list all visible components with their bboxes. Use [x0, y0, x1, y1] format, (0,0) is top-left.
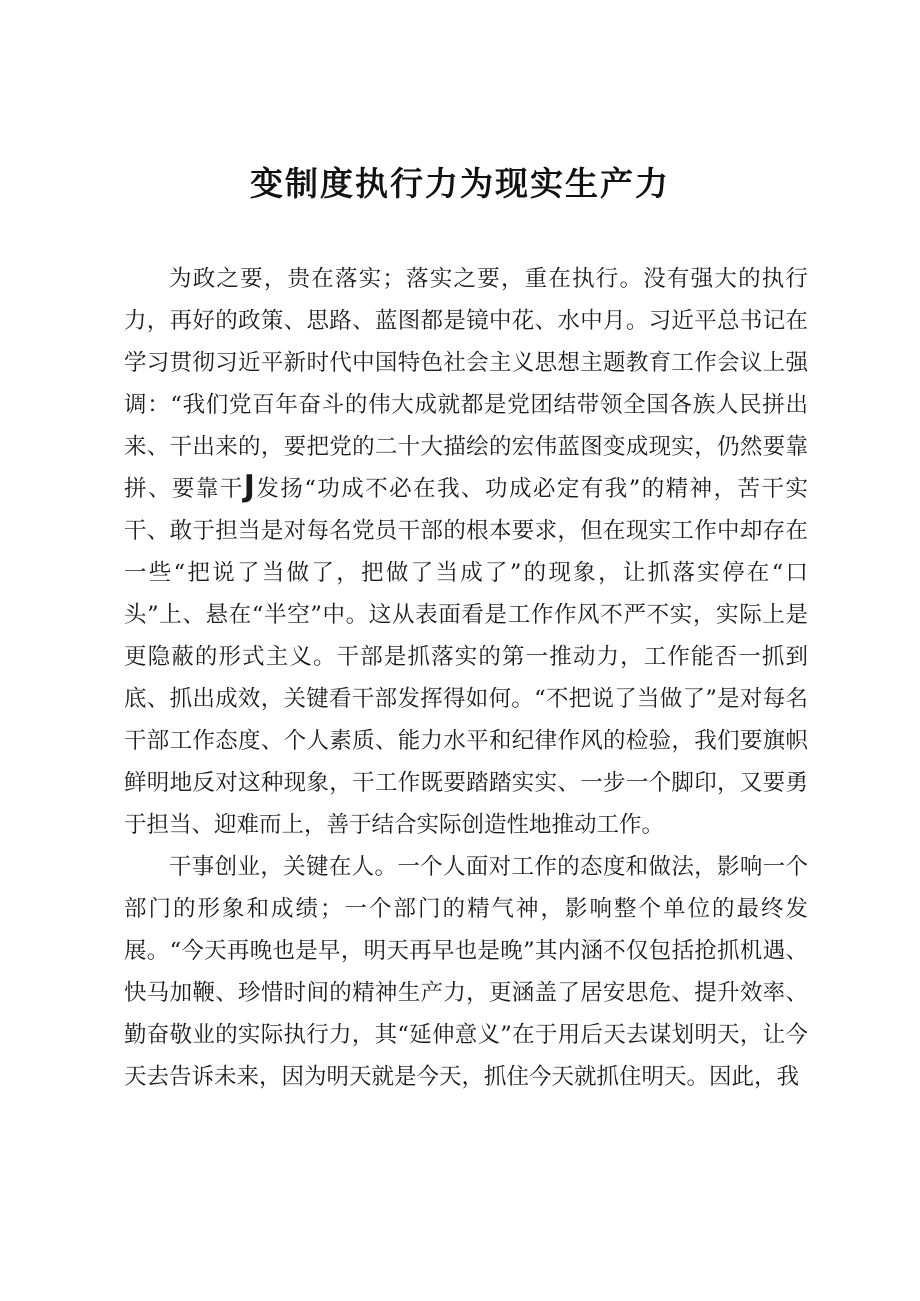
document-title: 变制度执行力为现实生产力 [250, 164, 670, 203]
document-body [124, 258, 808, 1098]
paragraph-1-part-1: 为政之要，贵在落实；落实之要，重在执行。没有强大的执行力，再好的政策、思路、蓝图都是镜中花、水中月。习近平总书记在学习贯彻习近平新时代中国特色社会主义思想主题教育工作会议上强调：“我们党百年奋斗的伟大成就都是党团结带领全国各族人民拼出来、干出来的，要把党的二十大描绘的宏伟蓝图变成现实，仍然要靠拼、要靠干 [124, 266, 808, 502]
paragraph-1-part-2: 发扬“功成不必在我、功成必定有我”的精神，苦干实干、敢于担当是对每名党员干部的根本要求，但在现实工作中却存在一些“把说了当做了，把做了当成了”的现象，让抓落实停在“口头”上、悬在“半空”中。这从表面看是工作作风不严不实，实际上是更隐蔽的形式主义。干部是抓落实的第一推动力，工作能否一抓到底、抓出成效，关键看干部发挥得如何。“不把说了当做了”是对每名干部工作态度、个人素质、能力水平和纪律作风的检验，我们要旗帜鲜明地反对这种现象，干工作既要踏踏实实、一步一个脚印，又要勇于担当、迎难而上，善于结合实际创造性地推动工作。 [124, 476, 808, 838]
paragraph-1-glyph-j: J [243, 469, 255, 504]
paragraph-1 [124, 258, 808, 846]
paragraph-2: 干事创业，关键在人。一个人面对工作的态度和做法，影响一个部门的形象和成绩；一个部门的精气神，影响整个单位的最终发展。“今天再晚也是早，明天再早也是晚”其内涵不仅包括抢抓机遇、快马加鞭、珍惜时间的精神生产力，更涵盖了居安思危、提升效率、勤奋敬业的实际执行力，其“延伸意义”在于用后天去谋划明天，让今天去告诉未来，因为明天就是今天，抓住今天就抓住明天。因此，我 [124, 854, 808, 1090]
